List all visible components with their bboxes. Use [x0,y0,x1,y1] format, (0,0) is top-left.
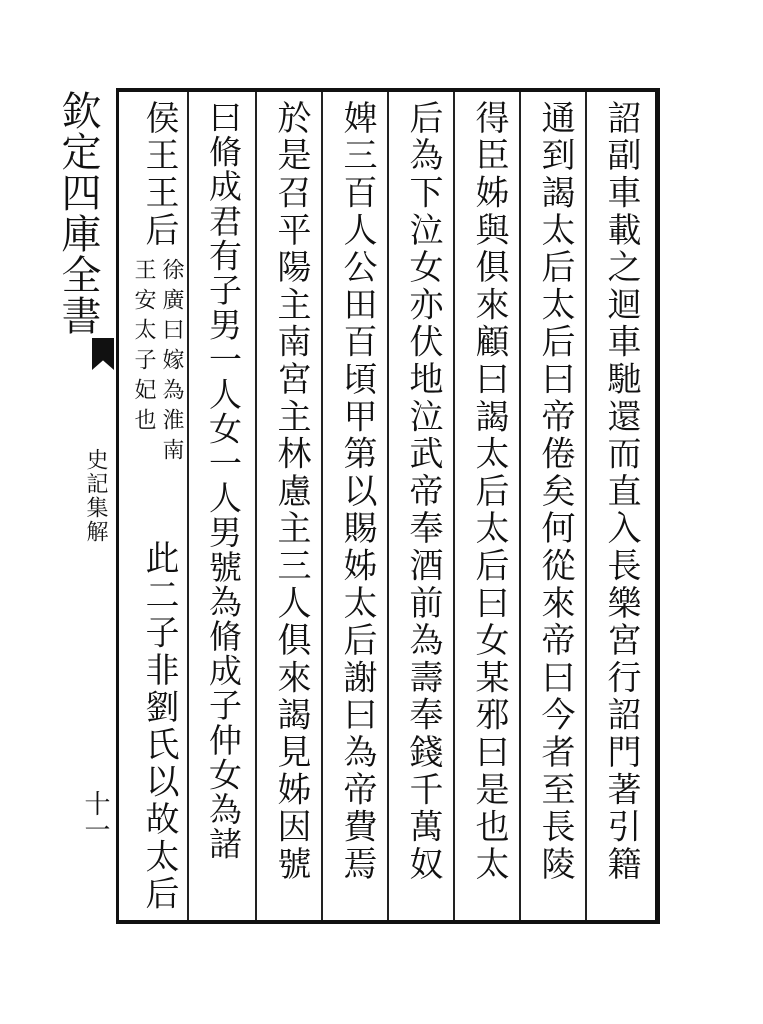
annotation-left: 王安太子妃也 [131,258,156,438]
text-column-7: 曰脩成君有子男一人女一人男號為脩成子仲女為諸 [204,100,243,862]
text-column-5: 婢三百人公田百頃甲第以賜姊太后謝曰為帝費焉 [337,100,377,884]
frame-right-border [655,88,660,924]
page-number: 十一 [80,790,110,842]
frame-bottom-border [118,920,658,924]
text-column-2: 通到謁太后太后曰帝倦矣何從來帝曰今者至長陵 [535,100,575,884]
text-column-3: 得臣姊與俱來顧曰謁太后太后曰女某邪曰是也太 [469,100,509,884]
fishtail-mark-icon [92,338,114,370]
column-divider [187,92,189,920]
book-title: 欽定四庫全書 [55,90,101,336]
column-divider [585,92,587,920]
frame-left-border [116,88,119,924]
column-divider [519,92,521,920]
annotation-right: 徐廣曰嫁為淮南 [159,258,184,468]
column-divider [255,92,257,920]
column-divider [453,92,455,920]
section-label: 史記集解 [83,448,108,544]
text-column-4: 后為下泣女亦伏地泣武帝奉酒前為壽奉錢千萬奴 [403,100,443,884]
text-column-8-head: 侯王王后 [139,100,179,250]
text-column-6: 於是召平陽主南宮主林慮主三人俱來謁見姊因號 [271,100,311,884]
text-column-8-tail: 此二子非劉氏以故太后 [139,540,179,913]
column-divider [321,92,323,920]
text-column-1: 詔副車載之迴車馳還而直入長樂宮行詔門著引籍 [601,100,641,884]
column-divider [387,92,389,920]
